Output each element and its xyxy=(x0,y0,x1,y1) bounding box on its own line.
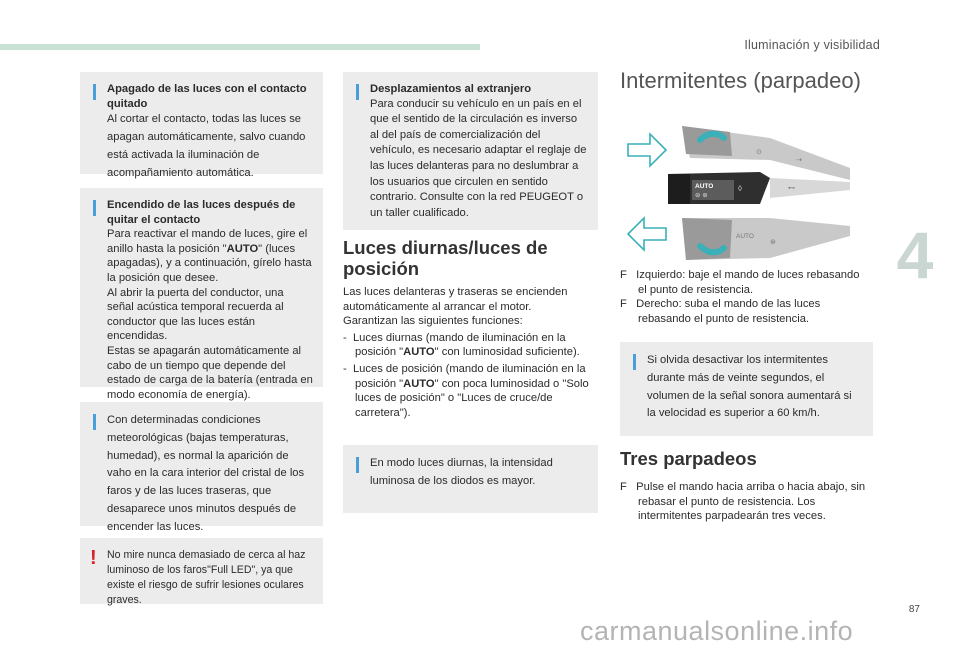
warning-icon: ! xyxy=(90,547,97,569)
svg-text:⇢: ⇢ xyxy=(796,157,802,164)
check-item-left: F Izquierdo: baje el mando de luces rebasando el punto de resistencia. xyxy=(620,269,860,296)
info-box-body: Si olvida desactivar los intermitentes durante más de veinte segundos, el volumen de la señal sonora aumentará si la velocidad es superior a 60 km/h. xyxy=(647,354,852,420)
svg-text:⊷: ⊷ xyxy=(788,185,795,192)
light-stalk-illustration xyxy=(620,118,870,268)
info-bar-icon xyxy=(633,354,636,370)
check-icon: F xyxy=(620,298,627,311)
stalk-bottom xyxy=(682,218,850,260)
warning-box-body: No mire nunca demasiado de cerca al haz luminoso de los faros"Full LED", ya que existe el riesgo de sufrir lesiones oculares graves. xyxy=(107,549,306,606)
info-box-body: Al cortar el contacto, todas las luces se apagan automáticamente, salvo cuando está activada la iluminación de acompañamiento automática. xyxy=(107,113,306,179)
arrow-left-icon xyxy=(628,218,666,250)
three-flashes-text xyxy=(620,480,872,524)
functions-label: Garantizan las siguientes funciones: xyxy=(343,315,523,328)
auto-label: AUTO xyxy=(736,233,754,240)
check-item-right: F Derecho: suba el mando de las luces rebasando el punto de resistencia. xyxy=(620,298,821,325)
info-box-paragraph: Para reactivar el mando de luces, gire el anillo hasta la posición "AUTO" (luces apagadas), y a continuación, gírelo hasta la posición que desee. xyxy=(107,228,312,284)
info-bar-icon xyxy=(93,200,96,216)
info-box-forgotten-indicator xyxy=(620,342,873,436)
info-box-daytime-intensity xyxy=(343,445,598,513)
svg-text:⊜ ⊛: ⊜ ⊛ xyxy=(695,192,708,199)
info-bar-icon xyxy=(93,84,96,100)
check-icon: F xyxy=(620,481,627,493)
info-box-title: Apagado de las luces con el contacto quitado xyxy=(107,83,307,110)
info-box-paragraph: Al abrir la puerta del conductor, una señal acústica temporal recuerda al conductor que las luces están encendidas. xyxy=(107,286,284,343)
chapter-number: 4 xyxy=(896,218,934,292)
intro-text: Las luces delanteras y traseras se encienden automáticamente al arrancar el motor. xyxy=(343,286,568,313)
info-box-body: En modo luces diurnas, la intensidad luminosa de los diodos es mayor. xyxy=(370,457,553,487)
section-title-indicators: Intermitentes (parpadeo) xyxy=(620,68,861,93)
watermark: carmanualsonline.info xyxy=(580,616,854,646)
chapter-title: Iluminación y visibilidad xyxy=(744,38,880,52)
check-item-three-flashes: F Pulse el mando hacia arriba o hacia abajo, sin rebasar el punto de resistencia. Los intermitentes parpadearán tres veces. xyxy=(620,481,866,523)
svg-text:⊛: ⊛ xyxy=(770,239,776,246)
info-box-body: Para conducir su vehículo en un país en el que el sentido de la circulación es inverso al del país de comercialización del vehículo, es necesario adaptar el reglaje de las luces delanteras para no deslumbrar a los usuarios que circulen en sentido contrario. Consulte con la red PEUGEOT o un taller cualificado. xyxy=(370,97,587,219)
info-bar-icon xyxy=(356,457,359,473)
info-box-abroad xyxy=(343,72,598,230)
section-title-daytime-lights: Luces diurnas/luces de posición xyxy=(343,237,548,279)
check-icon: F xyxy=(620,269,627,281)
list-item: - Luces de posición (mando de iluminación en la posición "AUTO" con poca luminosidad o "Solo luces de posición" o "Luces de cruce/de carretera"). xyxy=(343,362,589,419)
warning-box-led xyxy=(80,538,323,604)
header-accent-bar xyxy=(0,44,480,50)
arrow-up-right-icon xyxy=(628,134,666,166)
info-box-lights-off xyxy=(80,72,323,179)
svg-text:◊: ◊ xyxy=(738,184,742,193)
indicator-instructions xyxy=(620,268,870,326)
daytime-lights-text xyxy=(343,285,593,420)
info-box-paragraph: Estas se apagarán automáticamente al cabo de un tiempo que depende del estado de carga de la batería (entrada en modo economía de energía). xyxy=(107,344,313,401)
info-box-title: Encendido de las luces después de quitar el contacto xyxy=(107,199,296,226)
info-bar-icon xyxy=(356,84,359,100)
info-bar-icon xyxy=(93,414,96,430)
section-title-three-flashes: Tres parpadeos xyxy=(620,448,757,469)
info-box-title: Desplazamientos al extranjero xyxy=(370,83,532,95)
info-box-condensation xyxy=(80,402,323,533)
auto-label: AUTO xyxy=(695,183,714,190)
info-box-body: Con determinadas condiciones meteorológicas (bajas temperaturas, humedad), es normal la aparición de vaho en la cara interior del cristal de los faros y de las luces traseras, que desaparece unos minutos después de encender las luces. xyxy=(107,414,305,533)
info-box-lights-on-after xyxy=(80,188,323,401)
stalk-middle xyxy=(668,172,850,204)
svg-text:⊙: ⊙ xyxy=(756,149,762,156)
page-number: 87 xyxy=(908,604,920,615)
stalk-top xyxy=(682,126,850,180)
list-item: - Luces diurnas (mando de iluminación en la posición "AUTO" con luminosidad suficiente). xyxy=(343,331,580,359)
